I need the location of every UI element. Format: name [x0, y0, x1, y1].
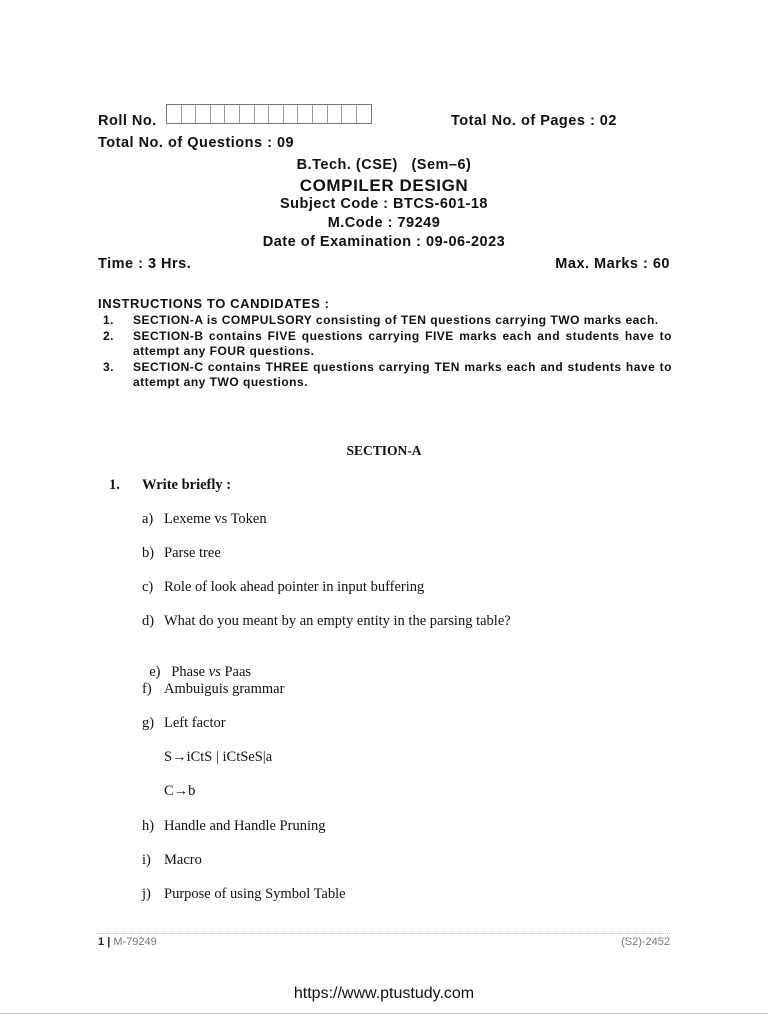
option-text-em: vs [208, 664, 221, 680]
instruction-number: 3. [103, 360, 115, 374]
option-label: a) [142, 511, 154, 527]
page-number: 1 [98, 936, 105, 948]
question-number: 1. [109, 477, 120, 493]
exam-date: Date of Examination : 09-06-2023 [262, 234, 506, 250]
question-option [142, 579, 424, 596]
footer-code: (S2)-2452 [621, 936, 670, 948]
instruction-item [98, 360, 672, 390]
question-option [142, 886, 346, 903]
roll-number-box[interactable] [357, 105, 372, 123]
question-option [142, 613, 511, 630]
instruction-item [98, 329, 672, 359]
option-text-pre: Phase [171, 664, 209, 680]
option-text: Purpose of using Symbol Table [164, 886, 346, 902]
roll-number-box[interactable] [342, 105, 357, 123]
roll-number-box[interactable] [313, 105, 328, 123]
roll-number-box[interactable] [255, 105, 270, 123]
page-edge-divider [0, 1013, 768, 1014]
roll-number-box[interactable] [211, 105, 226, 123]
question-option [142, 681, 284, 698]
roll-no-label: Roll No. [98, 113, 157, 129]
question-option [142, 647, 251, 681]
footer-mcode: M-79249 [113, 936, 157, 948]
option-text: Parse tree [164, 545, 221, 561]
option-label: g) [142, 715, 155, 731]
instruction-text: SECTION-A is COMPULSORY consisting of TEN questions carrying TWO marks each. [133, 313, 659, 327]
roll-number-box[interactable] [298, 105, 313, 123]
instruction-text: SECTION-B contains FIVE questions carrying FIVE marks each and students have to attempt any FOUR questions. [133, 329, 672, 358]
option-label: e) [149, 664, 161, 680]
subject-code: Subject Code : BTCS-601-18 [280, 196, 488, 212]
question-option [142, 545, 221, 562]
grammar-production-c: C→b [164, 783, 196, 799]
question-title: Write briefly : [142, 477, 232, 493]
option-text: What do you meant by an empty entity in the parsing table? [164, 613, 511, 629]
option-text: Ambuiguis grammar [164, 681, 285, 697]
roll-number-box[interactable] [182, 105, 197, 123]
option-label: h) [142, 818, 155, 834]
roll-number-box[interactable] [167, 105, 182, 123]
option-text-post: Paas [220, 664, 252, 680]
roll-number-box[interactable] [284, 105, 299, 123]
footer-rule [98, 933, 670, 934]
instruction-item [98, 313, 672, 328]
section-a-title: SECTION-A [346, 443, 422, 458]
question-option [142, 852, 202, 869]
max-marks: Max. Marks : 60 [555, 256, 670, 272]
instruction-number: 2. [103, 329, 115, 343]
m-code: M.Code : 79249 [327, 215, 441, 231]
roll-number-box[interactable] [328, 105, 343, 123]
roll-number-box[interactable] [225, 105, 240, 123]
option-label: j) [142, 886, 151, 902]
instructions-list [98, 313, 672, 391]
subject-title: COMPILER DESIGN [299, 176, 469, 195]
question-option [142, 511, 267, 528]
roll-number-box[interactable] [196, 105, 211, 123]
option-label: c) [142, 579, 154, 595]
option-label: i) [142, 852, 151, 868]
site-url-link[interactable]: https://www.ptustudy.com [293, 985, 475, 1002]
option-text: Handle and Handle Pruning [164, 818, 326, 834]
option-text: Macro [164, 852, 202, 868]
option-label: d) [142, 613, 155, 629]
roll-number-boxes[interactable] [166, 104, 372, 124]
instruction-text: SECTION-C contains THREE questions carrying TEN marks each and students have to attempt any TWO questions. [133, 360, 672, 389]
roll-number-box[interactable] [269, 105, 284, 123]
question-option [142, 818, 325, 835]
roll-number-box[interactable] [240, 105, 255, 123]
total-pages: Total No. of Pages : 02 [451, 113, 617, 129]
option-text: Role of look ahead pointer in input buffering [164, 579, 425, 595]
option-label: f) [142, 681, 152, 697]
footer-separator: | [107, 936, 111, 948]
time-allowed: Time : 3 Hrs. [98, 256, 192, 272]
instructions-title: INSTRUCTIONS TO CANDIDATES : [98, 296, 330, 311]
program-line: B.Tech. (CSE) (Sem–6) [296, 157, 472, 173]
question-option [142, 715, 226, 732]
total-questions: Total No. of Questions : 09 [98, 135, 295, 151]
grammar-production-s: S→iCtS | iCtSeS|a [164, 749, 273, 765]
option-text: Lexeme vs Token [164, 511, 267, 527]
footer-left [98, 936, 157, 948]
option-text: Left factor [164, 715, 226, 731]
option-label: b) [142, 545, 155, 561]
instruction-number: 1. [103, 313, 115, 327]
